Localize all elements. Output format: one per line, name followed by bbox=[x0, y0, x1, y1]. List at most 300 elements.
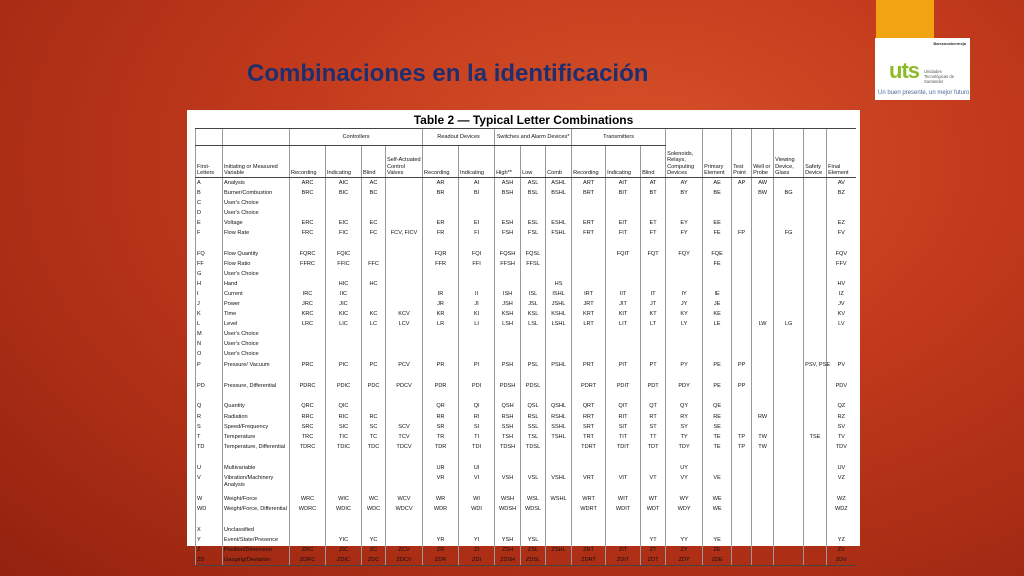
code-cell bbox=[774, 310, 804, 320]
code-cell bbox=[732, 320, 752, 330]
code-cell bbox=[774, 555, 804, 566]
code-cell: KCV bbox=[386, 310, 423, 320]
code-cell: QSH bbox=[495, 402, 521, 412]
code-cell bbox=[326, 269, 362, 279]
code-cell: KT bbox=[641, 310, 666, 320]
code-cell bbox=[804, 412, 827, 422]
code-cell: TCV bbox=[386, 432, 423, 442]
code-cell bbox=[386, 299, 423, 309]
code-cell bbox=[774, 473, 804, 494]
code-cell bbox=[521, 279, 546, 289]
code-cell bbox=[572, 249, 606, 259]
code-cell: ZSH bbox=[495, 545, 521, 555]
code-cell: QR bbox=[423, 402, 459, 412]
code-cell: PCV bbox=[386, 360, 423, 381]
variable-cell: Quantity bbox=[223, 402, 290, 412]
code-cell: WY bbox=[666, 494, 703, 504]
readout-indicating-header: Indicating bbox=[459, 146, 495, 178]
code-cell: JRT bbox=[572, 299, 606, 309]
code-cell: FFR bbox=[423, 259, 459, 269]
code-cell: WDZ bbox=[827, 504, 856, 525]
code-cell bbox=[326, 350, 362, 360]
table-row bbox=[196, 198, 856, 208]
code-cell: QZ bbox=[827, 402, 856, 412]
code-cell: PY bbox=[666, 360, 703, 381]
code-cell bbox=[572, 259, 606, 269]
code-cell: WDR bbox=[423, 504, 459, 525]
code-cell: KIC bbox=[326, 310, 362, 320]
code-cell: HC bbox=[362, 279, 386, 289]
code-cell bbox=[804, 381, 827, 402]
first-letter-cell: E bbox=[196, 218, 223, 228]
code-cell: PP bbox=[732, 360, 752, 381]
code-cell: RRC bbox=[290, 412, 326, 422]
code-cell bbox=[362, 463, 386, 473]
code-cell: PDV bbox=[827, 381, 856, 402]
code-cell: ZDRC bbox=[290, 555, 326, 566]
code-cell: QT bbox=[641, 402, 666, 412]
code-cell bbox=[495, 330, 521, 340]
code-cell: KV bbox=[827, 310, 856, 320]
code-cell: RZ bbox=[827, 412, 856, 422]
code-cell bbox=[459, 208, 495, 218]
code-cell: ZIT bbox=[606, 545, 641, 555]
table-row bbox=[196, 535, 856, 545]
code-cell: TRC bbox=[290, 432, 326, 442]
code-cell: BSH bbox=[495, 188, 521, 198]
code-cell bbox=[732, 299, 752, 309]
code-cell: LCV bbox=[386, 320, 423, 330]
code-cell: ZSL bbox=[521, 545, 546, 555]
code-cell bbox=[827, 269, 856, 279]
first-letters-header: First-Letters bbox=[196, 146, 223, 178]
code-cell bbox=[804, 494, 827, 504]
code-cell: LG bbox=[774, 320, 804, 330]
first-letter-cell: P bbox=[196, 360, 223, 381]
code-cell bbox=[641, 259, 666, 269]
code-cell: IRT bbox=[572, 289, 606, 299]
code-cell: KC bbox=[362, 310, 386, 320]
code-cell bbox=[290, 269, 326, 279]
code-cell bbox=[386, 218, 423, 228]
code-cell: PDR bbox=[423, 381, 459, 402]
code-cell: TDRC bbox=[290, 442, 326, 463]
code-cell: BZ bbox=[827, 188, 856, 198]
code-cell: WRT bbox=[572, 494, 606, 504]
code-cell bbox=[386, 208, 423, 218]
code-cell: BI bbox=[459, 188, 495, 198]
code-cell: ISH bbox=[495, 289, 521, 299]
code-cell bbox=[572, 525, 606, 535]
code-cell: SI bbox=[459, 422, 495, 432]
code-cell bbox=[290, 279, 326, 289]
code-cell: HS bbox=[546, 279, 572, 289]
code-cell bbox=[290, 330, 326, 340]
code-cell bbox=[804, 228, 827, 249]
code-cell: JV bbox=[827, 299, 856, 309]
variable-cell: Event/State/Presence bbox=[223, 535, 290, 545]
code-cell bbox=[732, 402, 752, 412]
code-cell bbox=[606, 269, 641, 279]
code-cell: PI bbox=[459, 360, 495, 381]
code-cell: LE bbox=[703, 320, 732, 330]
code-cell bbox=[732, 340, 752, 350]
variable-cell: Flow Ratio bbox=[223, 259, 290, 269]
code-cell: FFSL bbox=[521, 259, 546, 269]
code-cell: AIC bbox=[326, 178, 362, 189]
code-cell bbox=[290, 473, 326, 494]
code-cell bbox=[752, 330, 774, 340]
code-cell: WC bbox=[362, 494, 386, 504]
blank-header bbox=[223, 129, 290, 146]
code-cell bbox=[641, 350, 666, 360]
code-cell bbox=[521, 269, 546, 279]
code-cell: WI bbox=[459, 494, 495, 504]
table-row bbox=[196, 432, 856, 442]
code-cell: KI bbox=[459, 310, 495, 320]
code-cell: VIT bbox=[606, 473, 641, 494]
code-cell: ZE bbox=[703, 545, 732, 555]
code-cell: FE bbox=[703, 259, 732, 269]
variable-cell: Flow Rate bbox=[223, 228, 290, 249]
code-cell: JE bbox=[703, 299, 732, 309]
table-row bbox=[196, 208, 856, 218]
variable-cell: Pressure/ Vacuum bbox=[223, 360, 290, 381]
first-letter-cell: N bbox=[196, 340, 223, 350]
table-row bbox=[196, 340, 856, 350]
code-cell: PDRC bbox=[290, 381, 326, 402]
code-cell bbox=[774, 422, 804, 432]
table-row bbox=[196, 360, 856, 381]
code-cell: ZV bbox=[827, 545, 856, 555]
code-cell: RW bbox=[752, 412, 774, 422]
code-cell bbox=[572, 330, 606, 340]
code-cell: BRT bbox=[572, 188, 606, 198]
code-cell bbox=[804, 320, 827, 330]
code-cell: SR bbox=[423, 422, 459, 432]
code-cell bbox=[752, 279, 774, 289]
first-letter-cell: ZD bbox=[196, 555, 223, 566]
code-cell bbox=[521, 208, 546, 218]
code-cell bbox=[423, 330, 459, 340]
code-cell: ZT bbox=[641, 545, 666, 555]
code-cell: LR bbox=[423, 320, 459, 330]
code-cell bbox=[732, 289, 752, 299]
variable-cell: Multivariable bbox=[223, 463, 290, 473]
code-cell bbox=[572, 198, 606, 208]
code-cell bbox=[732, 535, 752, 545]
uts-logo bbox=[875, 38, 970, 100]
code-cell bbox=[606, 463, 641, 473]
code-cell: ZY bbox=[666, 545, 703, 555]
code-cell bbox=[804, 350, 827, 360]
variable-cell: Analysis bbox=[223, 178, 290, 189]
code-cell: LI bbox=[459, 320, 495, 330]
code-cell bbox=[606, 340, 641, 350]
code-cell bbox=[804, 463, 827, 473]
first-letter-cell: WD bbox=[196, 504, 223, 525]
code-cell: ZDCV bbox=[386, 555, 423, 566]
code-cell bbox=[703, 463, 732, 473]
code-cell bbox=[572, 535, 606, 545]
final-element-header: Final Element bbox=[827, 129, 856, 178]
code-cell bbox=[362, 198, 386, 208]
code-cell: BY bbox=[666, 188, 703, 198]
code-cell bbox=[423, 208, 459, 218]
code-cell: WRC bbox=[290, 494, 326, 504]
code-cell bbox=[827, 208, 856, 218]
code-cell: RSL bbox=[521, 412, 546, 422]
code-cell: ER bbox=[423, 218, 459, 228]
first-letter-cell: Z bbox=[196, 545, 223, 555]
code-cell: UV bbox=[827, 463, 856, 473]
code-cell: ISHL bbox=[546, 289, 572, 299]
variable-cell: User's Choice bbox=[223, 330, 290, 340]
code-cell: EZ bbox=[827, 218, 856, 228]
code-cell bbox=[546, 504, 572, 525]
variable-cell: Weight/Force, Differential bbox=[223, 504, 290, 525]
code-cell: QRT bbox=[572, 402, 606, 412]
code-cell bbox=[423, 525, 459, 535]
code-cell: PDIC bbox=[326, 381, 362, 402]
code-cell: ISL bbox=[521, 289, 546, 299]
code-cell: AP bbox=[732, 178, 752, 189]
code-cell: WIC bbox=[326, 494, 362, 504]
solenoids-header: Solenoids, Relays, Computing Devices bbox=[666, 129, 703, 178]
code-cell: BW bbox=[752, 188, 774, 198]
first-letter-cell: F bbox=[196, 228, 223, 249]
code-cell: ESHL bbox=[546, 218, 572, 228]
table-body bbox=[196, 178, 856, 566]
code-cell: ZC bbox=[362, 545, 386, 555]
code-cell bbox=[804, 198, 827, 208]
code-cell bbox=[732, 330, 752, 340]
code-cell bbox=[804, 218, 827, 228]
table-row bbox=[196, 422, 856, 432]
code-cell bbox=[752, 381, 774, 402]
logo-tagline: Un buen presente, un mejor futuro. bbox=[878, 90, 972, 96]
code-cell: ZR bbox=[423, 545, 459, 555]
code-cell bbox=[572, 269, 606, 279]
code-cell bbox=[804, 422, 827, 432]
code-cell: RI bbox=[459, 412, 495, 422]
code-cell: VSHL bbox=[546, 473, 572, 494]
first-letter-cell: D bbox=[196, 208, 223, 218]
code-cell: VRT bbox=[572, 473, 606, 494]
code-cell bbox=[774, 463, 804, 473]
code-cell: KSH bbox=[495, 310, 521, 320]
code-cell bbox=[362, 330, 386, 340]
code-cell: TDC bbox=[362, 442, 386, 463]
code-cell bbox=[774, 340, 804, 350]
code-cell: IIC bbox=[326, 289, 362, 299]
code-cell: ASL bbox=[521, 178, 546, 189]
variable-cell: Hand bbox=[223, 279, 290, 289]
code-cell: JSH bbox=[495, 299, 521, 309]
code-cell: TDI bbox=[459, 442, 495, 463]
code-cell: ERC bbox=[290, 218, 326, 228]
code-cell: PSL bbox=[521, 360, 546, 381]
code-cell bbox=[495, 208, 521, 218]
code-cell bbox=[386, 350, 423, 360]
code-cell: VSH bbox=[495, 473, 521, 494]
code-cell: RY bbox=[666, 412, 703, 422]
code-cell bbox=[774, 198, 804, 208]
code-cell bbox=[774, 289, 804, 299]
code-cell: EI bbox=[459, 218, 495, 228]
code-cell bbox=[546, 249, 572, 259]
code-cell bbox=[290, 463, 326, 473]
code-cell: TDT bbox=[641, 442, 666, 463]
first-letter-cell: Y bbox=[196, 535, 223, 545]
code-cell: AV bbox=[827, 178, 856, 189]
code-cell bbox=[386, 259, 423, 269]
code-cell: ZRT bbox=[572, 545, 606, 555]
letter-combinations-table bbox=[195, 128, 856, 566]
code-cell bbox=[386, 412, 423, 422]
table-row bbox=[196, 178, 856, 189]
code-cell bbox=[732, 279, 752, 289]
code-cell bbox=[386, 249, 423, 259]
code-cell: ZDR bbox=[423, 555, 459, 566]
code-cell: PIT bbox=[606, 360, 641, 381]
code-cell: AE bbox=[703, 178, 732, 189]
code-cell: VR bbox=[423, 473, 459, 494]
code-cell: IE bbox=[703, 289, 732, 299]
code-cell: FY bbox=[666, 228, 703, 249]
variable-cell: Weight/Force bbox=[223, 494, 290, 504]
first-letter-cell: A bbox=[196, 178, 223, 189]
code-cell: TW bbox=[752, 442, 774, 463]
table-row bbox=[196, 494, 856, 504]
code-cell bbox=[606, 330, 641, 340]
code-cell bbox=[774, 350, 804, 360]
code-cell bbox=[732, 545, 752, 555]
code-cell: ZDV bbox=[827, 555, 856, 566]
code-cell: YSL bbox=[521, 535, 546, 545]
code-cell: SV bbox=[827, 422, 856, 432]
code-cell: ZIC bbox=[326, 545, 362, 555]
code-cell bbox=[752, 249, 774, 259]
code-cell: QI bbox=[459, 402, 495, 412]
code-cell: WSHL bbox=[546, 494, 572, 504]
code-cell: RIT bbox=[606, 412, 641, 422]
code-cell bbox=[666, 208, 703, 218]
code-cell bbox=[572, 350, 606, 360]
code-cell bbox=[326, 525, 362, 535]
code-cell bbox=[774, 535, 804, 545]
code-cell bbox=[774, 442, 804, 463]
code-cell: SIT bbox=[606, 422, 641, 432]
code-cell: FQSL bbox=[521, 249, 546, 259]
test-point-header: Test Point bbox=[732, 129, 752, 178]
code-cell bbox=[804, 340, 827, 350]
code-cell: FQRC bbox=[290, 249, 326, 259]
first-letter-cell: I bbox=[196, 289, 223, 299]
code-cell bbox=[546, 259, 572, 269]
code-cell: LV bbox=[827, 320, 856, 330]
code-cell: RC bbox=[362, 412, 386, 422]
code-cell bbox=[752, 259, 774, 269]
code-cell bbox=[752, 228, 774, 249]
variable-cell: User's Choice bbox=[223, 208, 290, 218]
code-cell: YR bbox=[423, 535, 459, 545]
controllers-header: Controllers bbox=[290, 129, 423, 146]
code-cell: JI bbox=[459, 299, 495, 309]
table-row bbox=[196, 350, 856, 360]
code-cell bbox=[774, 402, 804, 412]
code-cell bbox=[459, 330, 495, 340]
variable-cell: Power bbox=[223, 299, 290, 309]
first-letter-cell: PD bbox=[196, 381, 223, 402]
code-cell bbox=[804, 310, 827, 320]
code-cell: YC bbox=[362, 535, 386, 545]
code-cell bbox=[572, 463, 606, 473]
code-cell: PDC bbox=[362, 381, 386, 402]
code-cell: WCV bbox=[386, 494, 423, 504]
variable-cell: Temperature, Differential bbox=[223, 442, 290, 463]
code-cell bbox=[732, 188, 752, 198]
code-cell bbox=[666, 269, 703, 279]
first-letter-cell: U bbox=[196, 463, 223, 473]
code-cell: FFSH bbox=[495, 259, 521, 269]
blank-header bbox=[196, 129, 223, 146]
logo-city: Barrancabermeja bbox=[933, 41, 966, 46]
code-cell: FFRC bbox=[290, 259, 326, 269]
code-cell: RT bbox=[641, 412, 666, 422]
code-cell bbox=[774, 504, 804, 525]
code-cell bbox=[459, 340, 495, 350]
table-row bbox=[196, 545, 856, 555]
code-cell bbox=[804, 299, 827, 309]
viewing-device-header: Viewing Device, Glass bbox=[774, 129, 804, 178]
code-cell bbox=[732, 249, 752, 259]
code-cell bbox=[703, 279, 732, 289]
slide-title: Combinaciones en la identificación bbox=[247, 60, 649, 87]
code-cell bbox=[804, 289, 827, 299]
code-cell: BSL bbox=[521, 188, 546, 198]
group-header-row bbox=[196, 129, 856, 146]
code-cell: KE bbox=[703, 310, 732, 320]
code-cell bbox=[774, 208, 804, 218]
code-cell bbox=[386, 269, 423, 279]
code-cell: SCV bbox=[386, 422, 423, 432]
code-cell bbox=[804, 269, 827, 279]
variable-cell: Temperature bbox=[223, 432, 290, 442]
code-cell bbox=[752, 360, 774, 381]
table-row bbox=[196, 188, 856, 198]
code-cell bbox=[386, 188, 423, 198]
code-cell: JSHL bbox=[546, 299, 572, 309]
code-cell bbox=[423, 340, 459, 350]
code-cell: ZDSH bbox=[495, 555, 521, 566]
code-cell: PSHL bbox=[546, 360, 572, 381]
code-cell bbox=[752, 494, 774, 504]
ctrl-blind-header: Blind bbox=[362, 146, 386, 178]
code-cell: AY bbox=[666, 178, 703, 189]
code-cell bbox=[290, 535, 326, 545]
code-cell: YZ bbox=[827, 535, 856, 545]
code-cell bbox=[703, 198, 732, 208]
code-cell bbox=[827, 330, 856, 340]
code-cell: ZSHL bbox=[546, 545, 572, 555]
logo-wordmark: uts bbox=[889, 58, 919, 83]
code-cell: BT bbox=[641, 188, 666, 198]
code-cell bbox=[546, 525, 572, 535]
code-cell: TR bbox=[423, 432, 459, 442]
code-cell: KSHL bbox=[546, 310, 572, 320]
code-cell: ZDY bbox=[666, 555, 703, 566]
